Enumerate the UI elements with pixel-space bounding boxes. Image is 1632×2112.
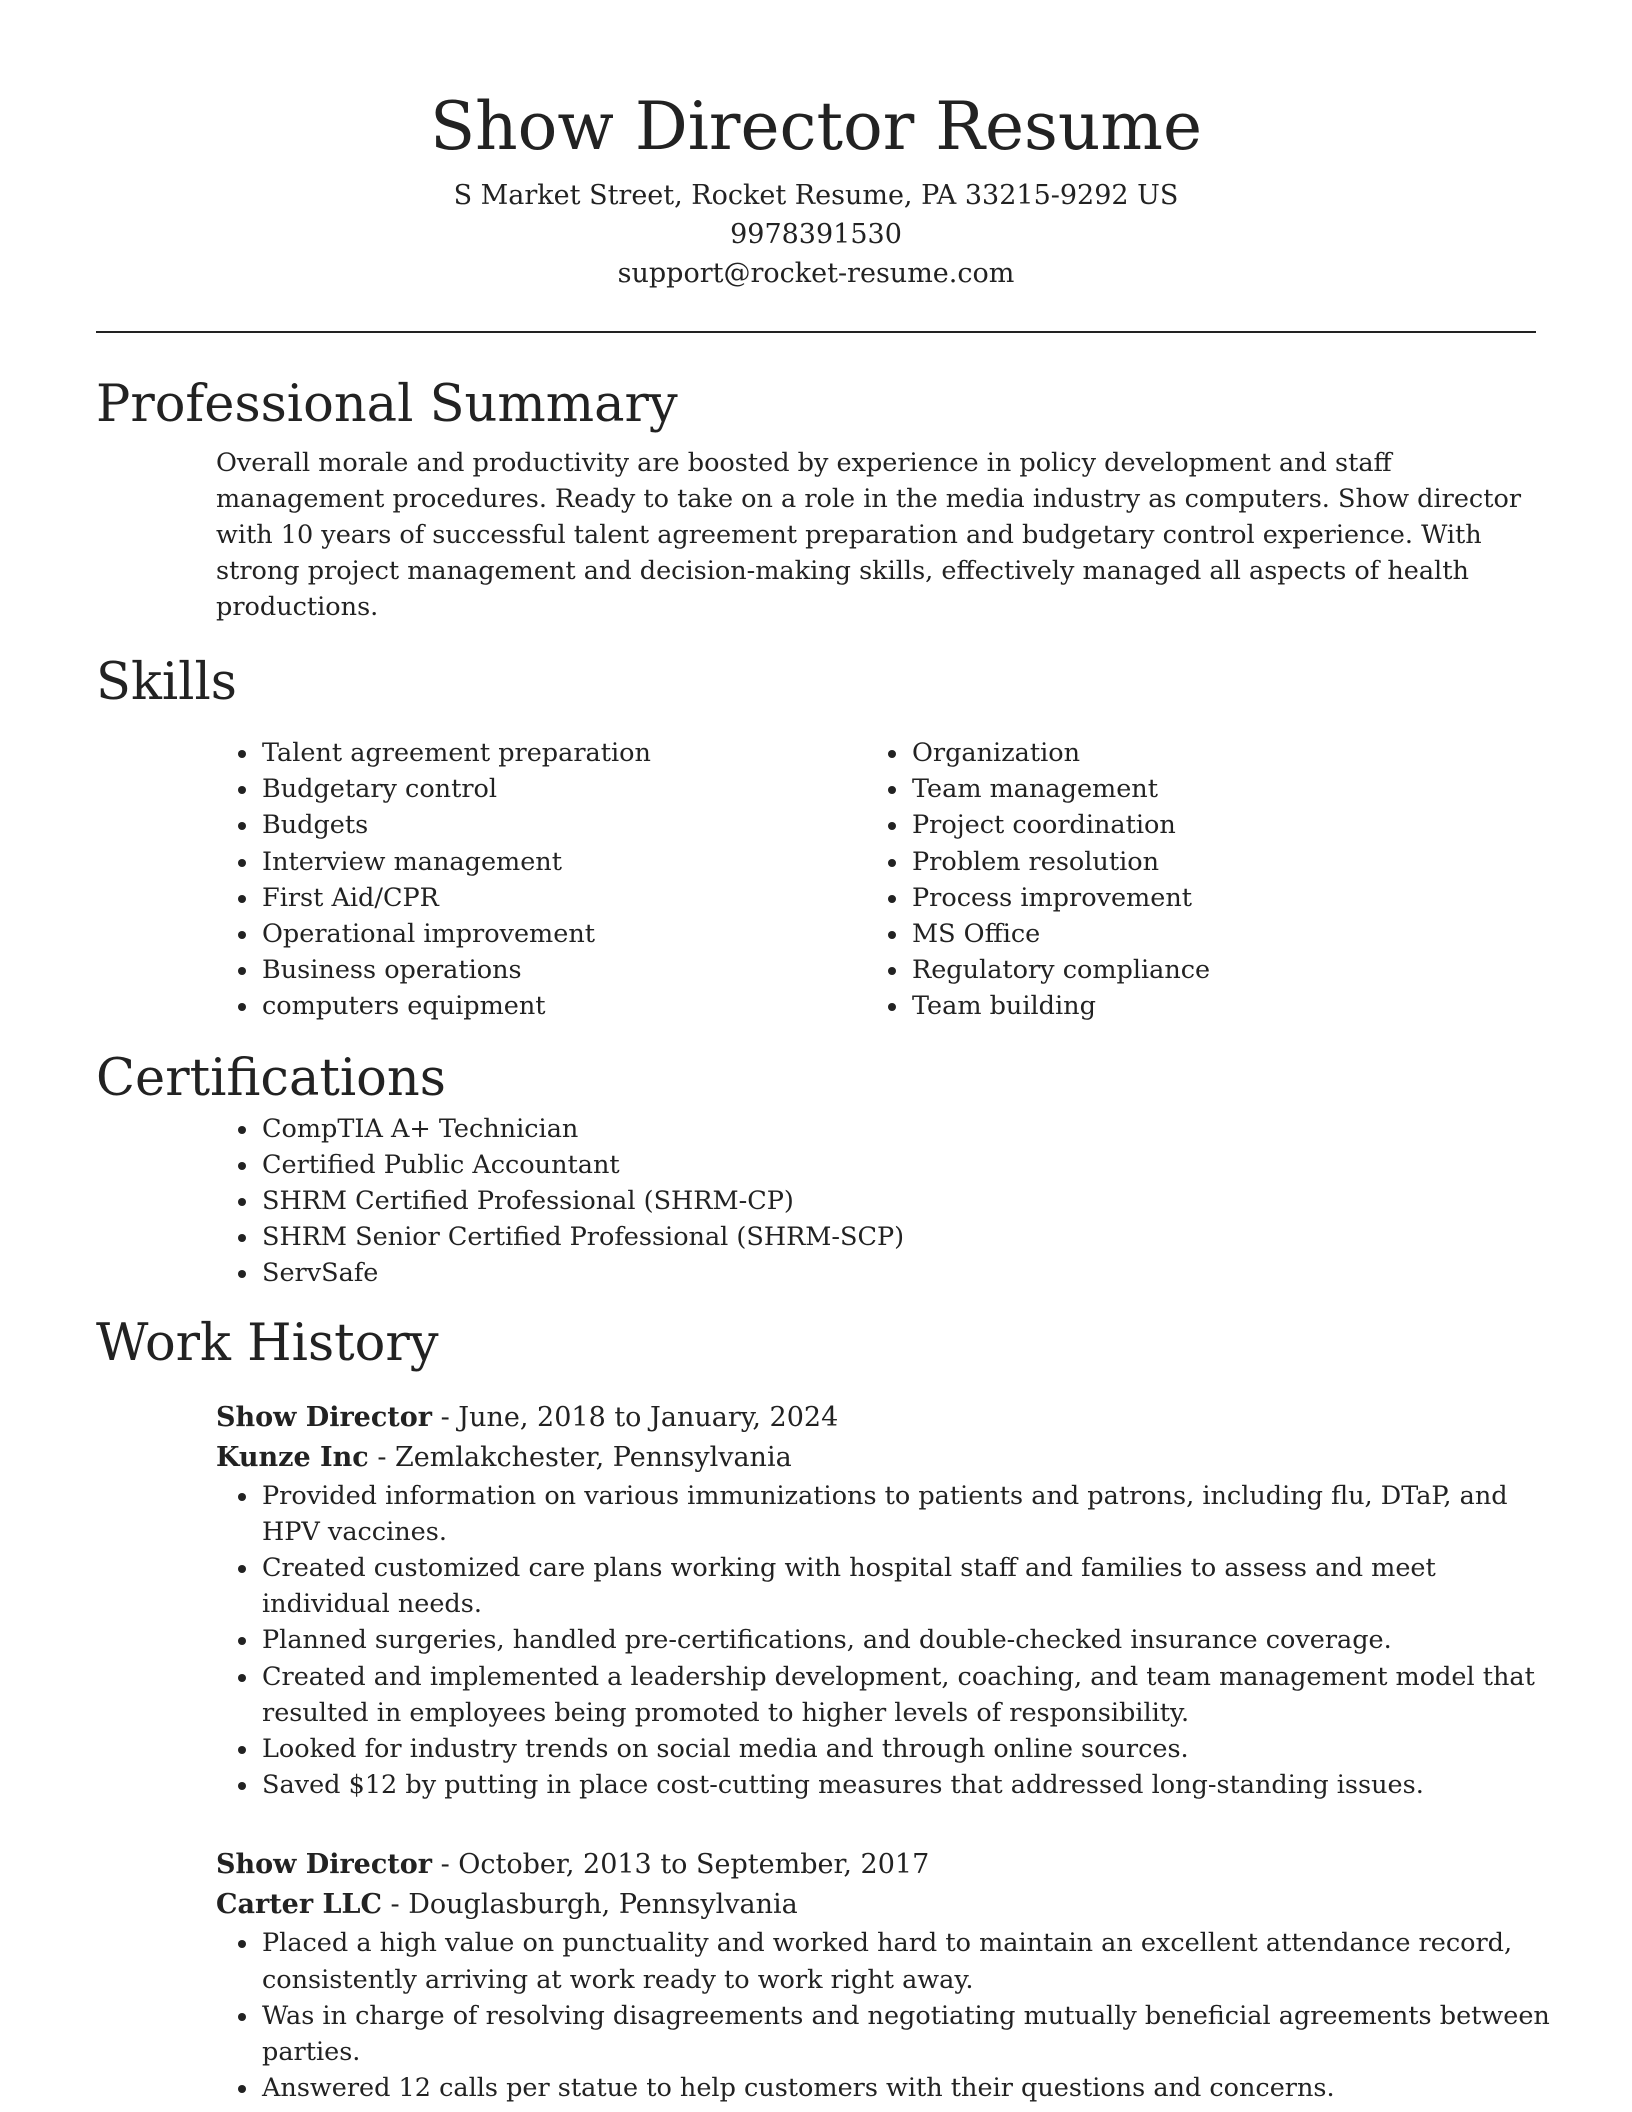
summary-heading: Professional Summary — [96, 375, 678, 434]
contact-address: S Market Street, Rocket Resume, PA 33215-9292 US — [453, 180, 1179, 211]
job-company-line — [216, 1885, 1536, 1925]
skills-columns — [96, 735, 1536, 1025]
header-divider — [96, 331, 1536, 333]
certification-item: • CompTIA A+ Technician — [260, 1111, 1536, 1147]
job-dates: - June, 2018 to January, 2024 — [432, 1401, 839, 1433]
resume-page — [96, 0, 1550, 2106]
skill-item: • Project coordination — [910, 807, 1510, 843]
job-bullets — [216, 1478, 1550, 1804]
job-title-line — [216, 1845, 1536, 1885]
job-bullet: • Answered 12 calls per statue to help customers with their questions and concerns. — [260, 2070, 1550, 2106]
work-history-section — [96, 1312, 1550, 2107]
job-bullet: • Placed a high value on punctuality and worked hard to maintain an excellent attendance record, consistently arriving at work ready to work right away. — [260, 1925, 1550, 1997]
contact-phone: 9978391530 — [730, 219, 902, 250]
job-title-line — [216, 1398, 1536, 1438]
skill-item: • MS Office — [910, 916, 1510, 952]
skills-list-right — [910, 735, 1510, 1025]
job-location: - Douglasburgh, Pennsylvania — [381, 1889, 798, 1921]
job-bullets — [216, 1925, 1550, 2106]
skill-item: • Process improvement — [910, 880, 1510, 916]
certifications-heading: Certifications — [96, 1048, 446, 1108]
certifications-list — [96, 1111, 1536, 1292]
job-entry — [216, 1398, 1536, 1804]
skills-heading: Skills — [96, 653, 237, 712]
certifications-section — [96, 1047, 1536, 1292]
job-bullet: • Planned surgeries, handled pre-certifications, and double-checked insurance coverage. — [260, 1622, 1550, 1658]
job-bullet: • Saved $12 by putting in place cost-cutting measures that addressed long-standing issues. — [260, 1767, 1550, 1803]
job-entry — [216, 1845, 1550, 2106]
skill-item: • Budgets — [260, 807, 910, 843]
work-history-heading: Work History — [96, 1313, 439, 1373]
summary-text: Overall morale and productivity are boosted by experience in policy development and staff management procedures. Ready to take on a role in the media industry as computers. Show director with 10 years of successful talent agreement preparation and budgetary control experience. With strong project management and decision-making skills, effectively managed all aspects of health productions. — [216, 448, 1522, 622]
certification-item: • SHRM Certified Professional (SHRM-CP) — [260, 1183, 1536, 1219]
skill-item: • Budgetary control — [260, 771, 910, 807]
skill-item: • First Aid/CPR — [260, 880, 910, 916]
skill-item: • Interview management — [260, 844, 910, 880]
job-position: Show Director — [216, 1401, 432, 1433]
skill-item: • Talent agreement preparation — [260, 735, 910, 771]
job-dates: - October, 2013 to September, 2017 — [432, 1849, 930, 1881]
job-company-line — [216, 1438, 1536, 1478]
skill-item: • Team management — [910, 771, 1510, 807]
job-company: Kunze Inc — [216, 1441, 369, 1473]
job-bullet: • Created and implemented a leadership development, coaching, and team management model that resulted in employees being promoted to higher levels of responsibility. — [260, 1659, 1550, 1731]
job-bullet: • Looked for industry trends on social media and through online sources. — [260, 1731, 1550, 1767]
job-location: - Zemlakchester, Pennsylvania — [368, 1441, 792, 1473]
contact-block — [96, 176, 1536, 293]
skill-item: • Business operations — [260, 952, 910, 988]
summary-section — [96, 373, 1536, 625]
job-company: Carter LLC — [216, 1889, 382, 1921]
resume-header — [96, 0, 1536, 293]
skills-list-left — [96, 735, 910, 1025]
skill-item: • Organization — [910, 735, 1510, 771]
resume-title: Show Director Resume — [429, 88, 1203, 165]
skill-item: • Regulatory compliance — [910, 952, 1510, 988]
job-position: Show Director — [216, 1849, 432, 1881]
skill-item: • Problem resolution — [910, 844, 1510, 880]
skill-item: • Team building — [910, 988, 1510, 1024]
skill-item: • computers equipment — [260, 988, 910, 1024]
job-bullet: • Was in charge of resolving disagreements and negotiating mutually beneficial agreements between parties. — [260, 1998, 1550, 2070]
job-bullet: • Created customized care plans working with hospital staff and families to assess and meet individual needs. — [260, 1550, 1550, 1622]
certification-item: • ServSafe — [260, 1255, 1536, 1291]
job-bullet: • Provided information on various immunizations to patients and patrons, including flu, DTaP, and HPV vaccines. — [260, 1478, 1550, 1550]
certification-item: • SHRM Senior Certified Professional (SHRM-SCP) — [260, 1219, 1536, 1255]
certification-item: • Certified Public Accountant — [260, 1147, 1536, 1183]
skill-item: • Operational improvement — [260, 916, 910, 952]
skills-section — [96, 651, 1536, 1025]
contact-email: support@rocket-resume.com — [617, 258, 1015, 289]
